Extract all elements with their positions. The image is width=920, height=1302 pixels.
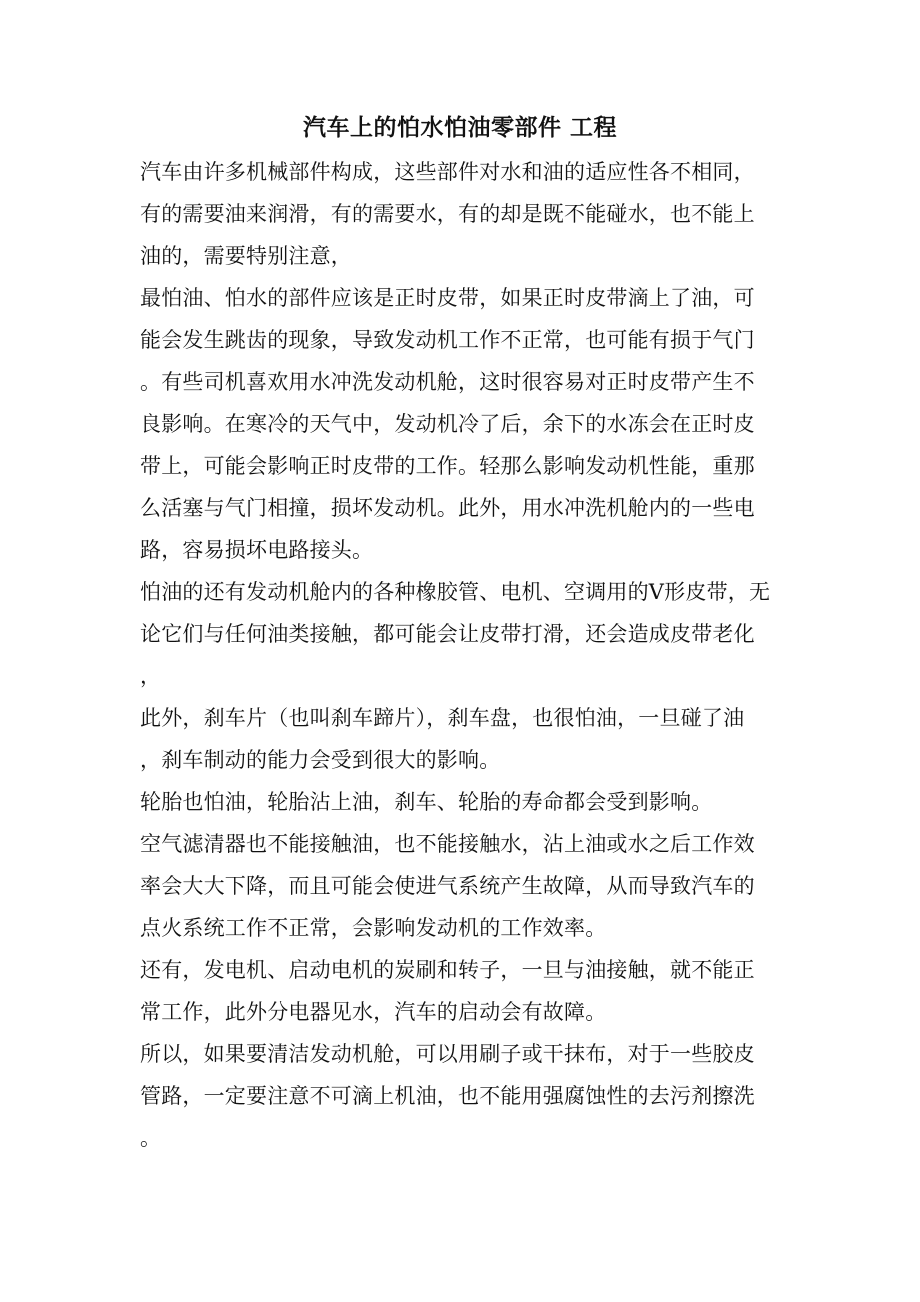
text-line: 此外，刹车片（也叫刹车蹄片），刹车盘，也很怕油，一旦碰了油 [140, 706, 745, 730]
text-line: 有的需要油来润滑，有的需要水，有的却是既不能碰水，也不能上 [140, 202, 755, 226]
text-line: 汽车由许多机械部件构成，这些部件对水和油的适应性各不相同， [140, 160, 755, 184]
text-line: 率会大大下降，而且可能会使进气系统产生故障，从而导致汽车的 [140, 874, 755, 898]
text-line: 常工作，此外分电器见水，汽车的启动会有故障。 [140, 1000, 607, 1024]
text-line: 良影响。在寒冷的天气中，发动机冷了后，余下的水冻会在正时皮 [140, 412, 755, 436]
text-line: 。有些司机喜欢用水冲洗发动机舱，这时很容易对正时皮带产生不 [140, 370, 755, 394]
text-line: 带上，可能会影响正时皮带的工作。轻那么影响发动机性能，重那 [140, 454, 755, 478]
text-line: 最怕油、怕水的部件应该是正时皮带，如果正时皮带滴上了油，可 [140, 286, 755, 310]
document-body [140, 151, 780, 1159]
text-line: ，刹车制动的能力会受到很大的影响。 [140, 748, 501, 772]
text-line: 么活塞与气门相撞，损坏发动机。此外，用水冲洗机舱内的一些电 [140, 496, 755, 520]
text-line: 怕油的还有发动机舱内的各种橡胶管、电机、空调用的V形皮带，无 [140, 580, 771, 604]
text-line: 。 [140, 1126, 162, 1150]
text-line: 空气滤清器也不能接触油，也不能接触水，沾上油或水之后工作效 [140, 832, 755, 856]
text-line: 还有，发电机、启动电机的炭刷和转子，一旦与油接触，就不能正 [140, 958, 755, 982]
text-line: 论它们与任何油类接触，都可能会让皮带打滑，还会造成皮带老化 [140, 622, 755, 646]
text-line: 轮胎也怕油，轮胎沾上油，刹车、轮胎的寿命都会受到影响。 [140, 790, 713, 814]
text-line: 油的，需要特别注意， [140, 244, 352, 268]
text-line: 管路，一定要注意不可滴上机油，也不能用强腐蚀性的去污剂擦洗 [140, 1084, 755, 1108]
text-line: 所以，如果要清洁发动机舱，可以用刷子或干抹布，对于一些胶皮 [140, 1042, 755, 1066]
text-line: 点火系统工作不正常，会影响发动机的工作效率。 [140, 916, 607, 940]
text-line: 路，容易损坏电路接头。 [140, 538, 374, 562]
text-line: 能会发生跳齿的现象，导致发动机工作不正常，也可能有损于气门 [140, 328, 755, 352]
text-line: ， [140, 664, 162, 688]
page-title: 汽车上的怕水怕油零部件 工程 [302, 114, 617, 141]
